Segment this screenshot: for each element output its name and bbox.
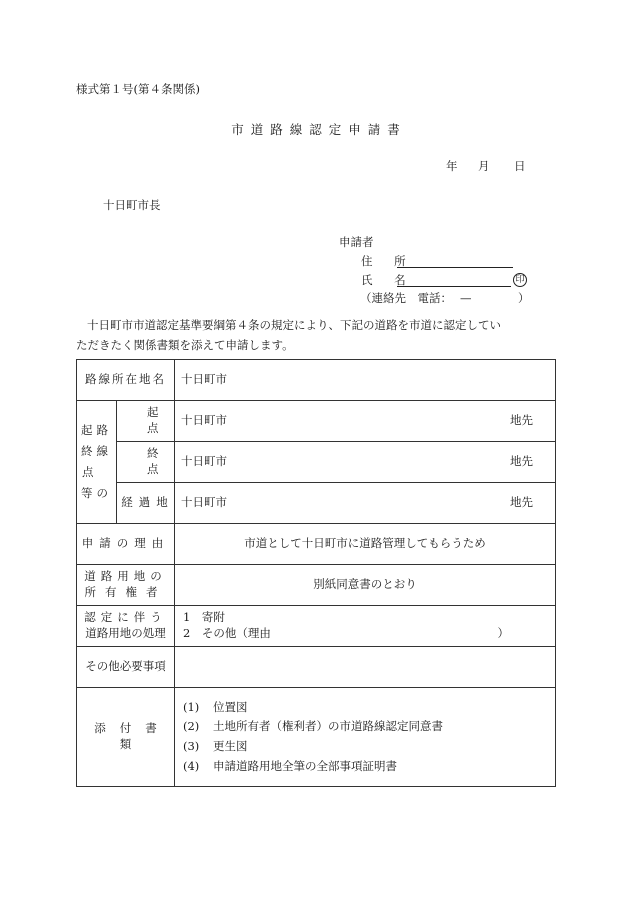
location-label: 路線所在地名 <box>77 360 175 401</box>
application-table <box>76 359 556 787</box>
contact-close-paren: ） <box>518 291 530 305</box>
land-processing-label <box>77 606 175 647</box>
table-row-waypoint <box>77 483 556 524</box>
attachment-item <box>183 719 555 735</box>
date-month-label: 月 <box>478 159 490 173</box>
end-point-city: 十日町市 <box>181 454 227 469</box>
table-row-reason <box>77 524 556 565</box>
table-row-land-processing <box>77 606 556 647</box>
intro-text-line-1: 十日町市市道認定基準要綱第４条の規定により、下記の道路を市道に認定してい <box>87 318 501 332</box>
seal-mark-icon: 印 <box>513 273 527 287</box>
attachment-item <box>183 759 555 775</box>
land-processing-value[interactable] <box>175 606 556 647</box>
waypoint-label: 経過地 <box>117 483 175 524</box>
land-processing-option-other-text: 2 その他（理由 <box>183 626 271 640</box>
addressee: 十日町市長 <box>103 198 161 212</box>
land-processing-option-other[interactable] <box>183 626 555 642</box>
owner-value[interactable]: 別紙同意書のとおり <box>175 565 556 606</box>
owner-label-line-1: 道路用地の <box>84 569 167 584</box>
waypoint-suffix: 地先 <box>510 495 533 510</box>
address-field-line[interactable] <box>397 267 513 268</box>
land-processing-option-donation[interactable]: 1 寄附 <box>183 610 225 625</box>
attachment-text: 申請道路用地全筆の全部事項証明書 <box>213 758 397 773</box>
table-row-start-point <box>77 401 556 442</box>
date-year-label: 年 <box>446 159 458 173</box>
start-point-value[interactable] <box>175 401 556 442</box>
reason-value[interactable]: 市道として十日町市に道路管理してもらうため <box>175 524 556 565</box>
address-label: 住 所 <box>361 254 415 268</box>
attachments-list <box>175 688 556 787</box>
start-point-suffix: 地先 <box>510 413 533 428</box>
attachment-number: (1) <box>183 699 200 714</box>
waypoint-city: 十日町市 <box>181 495 227 510</box>
table-row-other <box>77 647 556 688</box>
attachment-item <box>183 700 555 716</box>
table-row-owner <box>77 565 556 606</box>
location-value[interactable]: 十日町市 <box>175 360 556 401</box>
attachment-item <box>183 739 555 755</box>
route-group-label <box>77 401 117 524</box>
route-group-label-line-2: 終線 <box>81 444 112 458</box>
contact-phone-dash: — <box>460 291 472 305</box>
name-field-line[interactable] <box>397 286 511 287</box>
applicant-label: 申請者 <box>339 235 374 249</box>
route-group-label-line-1: 起路 <box>81 423 112 437</box>
owner-label-line-2: 所有権者 <box>84 585 167 599</box>
contact-label: （連絡先 電話： <box>360 291 452 305</box>
intro-text-line-2: ただきたく関係書類を添えて申請します。 <box>76 338 294 352</box>
attachments-label: 添付書類 <box>77 688 175 787</box>
land-processing-label-line-2: 道路用地の処理 <box>85 626 166 640</box>
attachment-number: (4) <box>183 758 200 773</box>
attachment-text: 位置図 <box>213 699 248 714</box>
land-processing-close-paren: ） <box>497 626 509 640</box>
table-row-location <box>77 360 556 401</box>
form-number: 様式第１号(第４条関係) <box>76 82 200 96</box>
table-row-end-point <box>77 442 556 483</box>
attachment-number: (2) <box>183 719 200 734</box>
date-day-label: 日 <box>514 159 526 173</box>
table-row-attachments <box>77 688 556 787</box>
start-point-label: 起点 <box>117 401 175 442</box>
route-group-label-line-4: 等の <box>81 486 112 500</box>
name-label: 氏 名 <box>361 273 415 287</box>
end-point-value[interactable] <box>175 442 556 483</box>
reason-label: 申請の理由 <box>77 524 175 565</box>
attachment-text: 土地所有者（権利者）の市道路線認定同意書 <box>213 719 443 734</box>
attachment-text: 更生図 <box>213 739 248 753</box>
attachment-number: (3) <box>183 739 200 753</box>
document-title: 市道路線認定申請書 <box>231 122 407 137</box>
start-point-city: 十日町市 <box>181 413 227 428</box>
other-value[interactable] <box>175 647 556 688</box>
waypoint-value[interactable] <box>175 483 556 524</box>
other-label: その他必要事項 <box>77 647 175 688</box>
route-group-label-line-3: 点 <box>82 465 98 479</box>
end-point-suffix: 地先 <box>510 454 533 469</box>
land-processing-label-line-1: 認定に伴う <box>84 610 167 625</box>
owner-label <box>77 565 175 606</box>
end-point-label: 終点 <box>117 442 175 483</box>
